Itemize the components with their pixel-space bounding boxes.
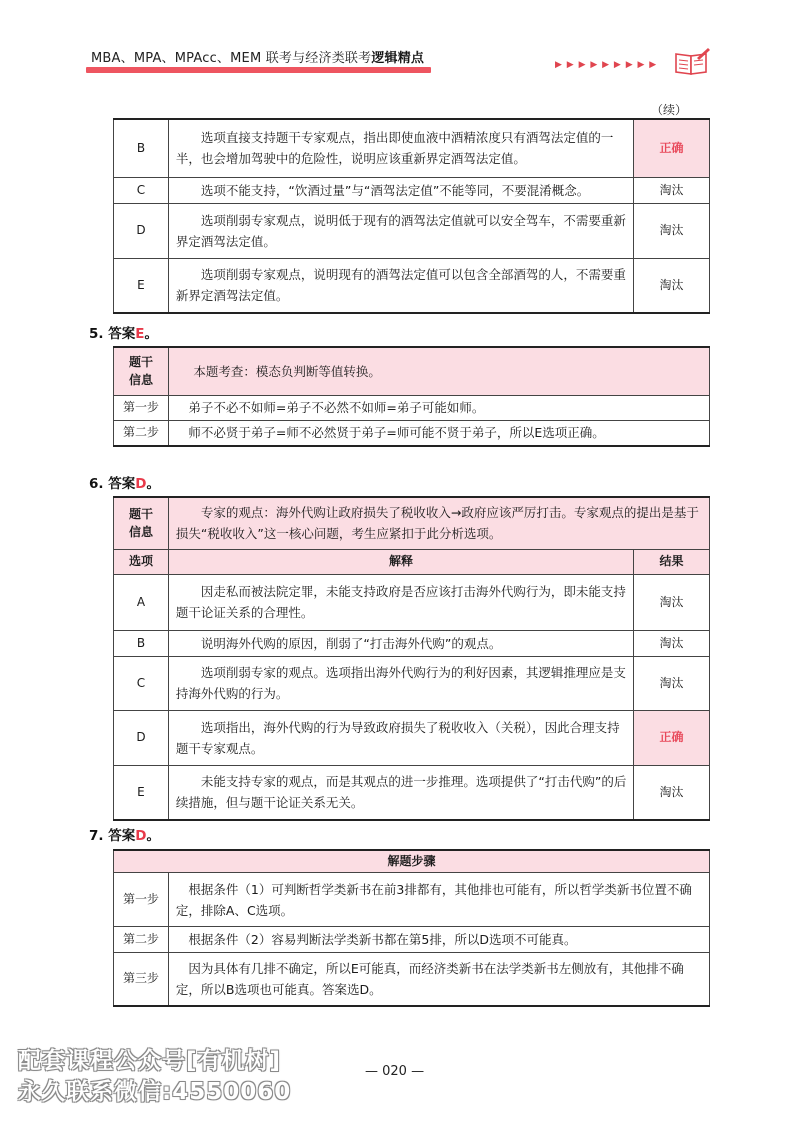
step-row [114, 873, 710, 927]
option-label: B [114, 119, 169, 177]
option-explanation: 选项削弱专家的观点。选项指出海外代购行为的利好因素，其逻辑推理应是支持海外代购的行为。 [168, 656, 633, 710]
option-label: C [114, 656, 169, 710]
answer-suffix: 。 [146, 828, 160, 844]
step-label: 第一步 [114, 395, 169, 420]
info-label-line2: 信息 [128, 525, 153, 540]
option-label: C [114, 177, 169, 203]
step-row [114, 927, 710, 953]
step-label: 第三步 [114, 953, 169, 1006]
option-explanation: 选项指出，海外代购的行为导致政府损失了税收收入（关税），因此合理支持题干专家观点。 [168, 710, 633, 765]
answer-5-heading [89, 322, 158, 342]
table-continued [113, 118, 710, 314]
table-q6 [113, 496, 710, 821]
watermark-line-1: 配套课程公众号[有机树] [18, 1048, 282, 1074]
step-text: 师不必贤于弟子=师不必然贤于弟子=师可能不贤于弟子，所以E选项正确。 [168, 420, 709, 446]
result-label: 淘汰 [634, 574, 710, 630]
step-row [114, 953, 710, 1006]
option-explanation: 选项直接支持题干专家观点，指出即使血液中酒精浓度只有酒驾法定值的一半，也会增加驾驶中的危险性，说明应该重新界定酒驾法定值。 [168, 119, 633, 177]
info-row [114, 347, 710, 395]
step-label: 第二步 [114, 420, 169, 446]
option-explanation: 因走私而被法院定罪，未能支持政府是否应该打击海外代购行为，即未能支持题干论证关系的合理性。 [168, 574, 633, 630]
step-label: 第一步 [114, 873, 169, 927]
result-label: 淘汰 [634, 765, 710, 820]
table-q7 [113, 849, 710, 1007]
option-explanation: 选项削弱专家观点，说明现有的酒驾法定值可以包含全部酒驾的人，不需要重新界定酒驾法定值。 [168, 258, 633, 313]
info-label-line1: 题干 [128, 355, 153, 370]
step-row [114, 420, 710, 446]
result-label: 淘汰 [634, 203, 710, 258]
header-title-bold: 逻辑精点 [371, 51, 425, 66]
info-text: 本题考查：模态负判断等值转换。 [168, 347, 709, 395]
info-label [114, 347, 169, 395]
step-text: 因为具体有几排不确定，所以E可能真，而经济类新书在法学类新书左侧放有，其他排不确定，所以B选项也可能真。答案选D。 [168, 953, 709, 1006]
answer-prefix: 7. 答案 [89, 828, 136, 844]
info-label [114, 497, 169, 549]
result-label: 淘汰 [634, 630, 710, 656]
table-row [114, 656, 710, 710]
answer-prefix: 5. 答案 [89, 326, 136, 342]
answer-7-heading [89, 824, 160, 844]
table-row [114, 765, 710, 820]
step-text: 根据条件（2）容易判断法学类新书都在第5排，所以D选项不可能真。 [168, 927, 709, 953]
table-row [114, 710, 710, 765]
table-q5 [113, 346, 710, 447]
header-arrows-decoration: ▶ ▶ ▶ ▶ ▶ ▶ ▶ ▶ ▶ [555, 60, 658, 70]
option-label: D [114, 710, 169, 765]
option-label: E [114, 258, 169, 313]
header-rule [86, 67, 431, 73]
info-row [114, 497, 710, 549]
result-label: 淘汰 [634, 258, 710, 313]
heading-row [114, 850, 710, 873]
answer-suffix: 。 [144, 326, 158, 342]
result-label: 淘汰 [634, 177, 710, 203]
table-row [114, 119, 710, 177]
col-header-explanation: 解释 [168, 549, 633, 574]
watermark-line-2: 永久联系微信:4550060 [18, 1079, 292, 1105]
solution-steps-heading: 解题步骤 [114, 850, 710, 873]
result-correct-badge: 正确 [634, 710, 710, 765]
answer-letter: D [135, 828, 147, 844]
step-text: 根据条件（1）可判断哲学类新书在前3排都有，其他排也可能有，所以哲学类新书位置不确定，排除A、C选项。 [168, 873, 709, 927]
option-explanation: 选项不能支持，“饮酒过量”与“酒驾法定值”不能等同，不要混淆概念。 [168, 177, 633, 203]
running-header [91, 47, 424, 66]
info-text: 专家的观点：海外代购让政府损失了税收收入→政府应该严厉打击。专家观点的提出是基于损失“税收收入”这一核心问题，考生应紧扣于此分析选项。 [168, 497, 709, 549]
table-row [114, 203, 710, 258]
table-row [114, 630, 710, 656]
option-label: E [114, 765, 169, 820]
table-row [114, 574, 710, 630]
step-label: 第二步 [114, 927, 169, 953]
option-explanation: 选项削弱专家观点，说明低于现有的酒驾法定值就可以安全驾车，不需要重新界定酒驾法定值。 [168, 203, 633, 258]
table-row [114, 177, 710, 203]
option-label: A [114, 574, 169, 630]
table-row [114, 258, 710, 313]
info-label-line1: 题干 [128, 507, 153, 522]
col-header-option: 选项 [114, 549, 169, 574]
result-label: 淘汰 [634, 656, 710, 710]
book-pen-icon [673, 46, 711, 76]
option-explanation: 未能支持专家的观点，而是其观点的进一步推理。选项提供了“打击代购”的后续措施，但与题干论证关系无关。 [168, 765, 633, 820]
result-correct-badge: 正确 [634, 119, 710, 177]
page-number: — 020 — [365, 1064, 425, 1079]
answer-6-heading [89, 472, 160, 492]
option-label: B [114, 630, 169, 656]
answer-letter: D [135, 476, 147, 492]
option-label: D [114, 203, 169, 258]
info-label-line2: 信息 [128, 373, 153, 388]
answer-prefix: 6. 答案 [89, 476, 136, 492]
continued-label: （续） [651, 103, 688, 117]
col-header-result: 结果 [634, 549, 710, 574]
header-title-prefix: MBA、MPA、MPAcc、MEM 联考与经济类联考 [91, 51, 372, 66]
answer-suffix: 。 [146, 476, 160, 492]
answer-letter: E [135, 326, 145, 342]
step-row [114, 395, 710, 420]
column-header-row [114, 549, 710, 574]
step-text: 弟子不必不如师=弟子不必然不如师=弟子可能如师。 [168, 395, 709, 420]
option-explanation: 说明海外代购的原因，削弱了“打击海外代购”的观点。 [168, 630, 633, 656]
